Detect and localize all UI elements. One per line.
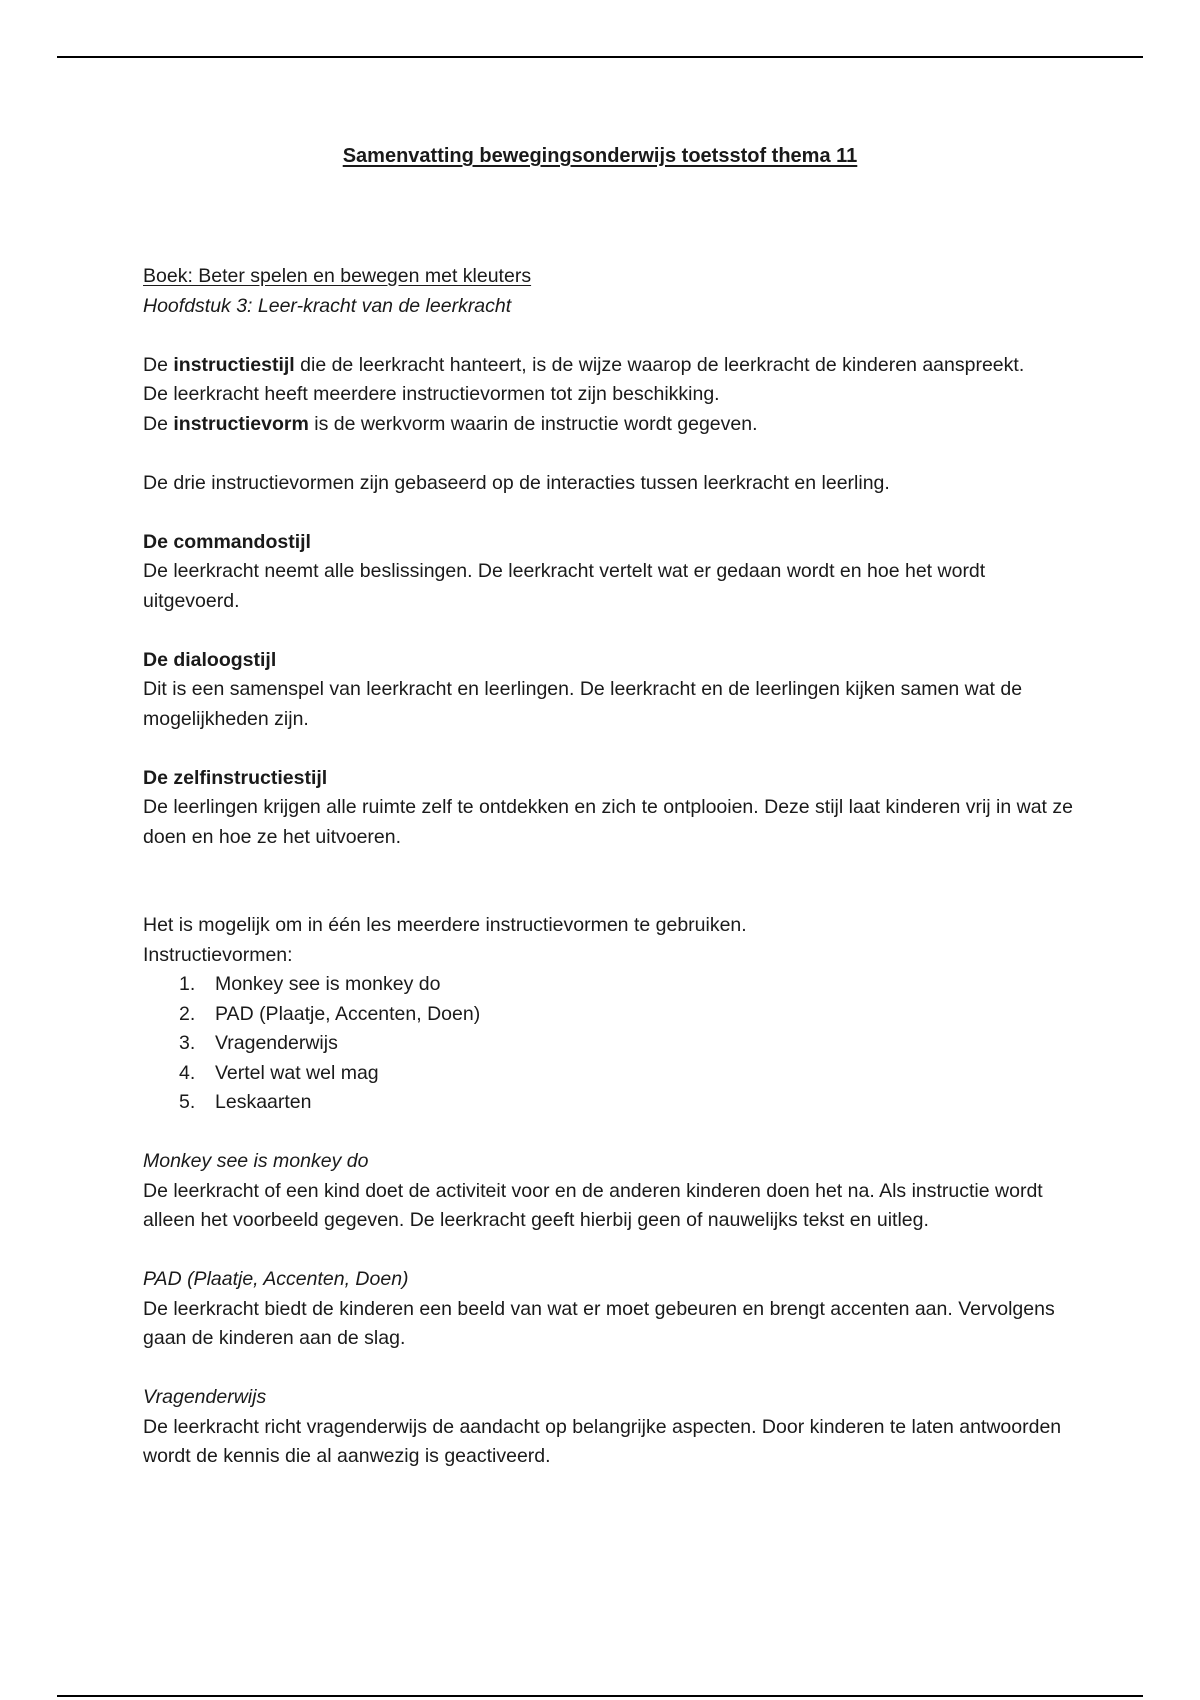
book-label: Boek: Beter spelen en bewegen met kleuters bbox=[143, 265, 532, 287]
bottom-rule bbox=[57, 1695, 1143, 1697]
list-item: 1. Monkey see is monkey do bbox=[179, 973, 441, 995]
three-forms-paragraph: De drie instructievormen zijn gebaseerd op de interacties tussen leerkracht en leerling. bbox=[143, 471, 890, 494]
form-text-monkey: De leerkracht of een kind doet de activiteit voor en de anderen kinderen doen het na. Als instructie wordt alleen het voorbeeld gegeven. De leerkracht geeft hierbij geen of nauwelijks tekst en uitleg. bbox=[143, 1179, 1043, 1231]
intro-paragraph-2: De leerkracht heeft meerdere instructievormen tot zijn beschikking. bbox=[143, 383, 720, 405]
form-heading-pad: PAD (Plaatje, Accenten, Doen) bbox=[143, 1268, 409, 1290]
top-rule bbox=[57, 56, 1143, 58]
style-heading-dialoogstijl: De dialoogstijl bbox=[143, 648, 277, 671]
chapter-label: Hoofdstuk 3: Leer-kracht van de leerkracht bbox=[143, 294, 512, 317]
form-heading-monkey: Monkey see is monkey do bbox=[143, 1150, 369, 1172]
list-item: 3. Vragenderwijs bbox=[179, 1032, 338, 1054]
style-heading-zelfinstructiestijl: De zelfinstructiestijl bbox=[143, 766, 328, 789]
forms-label: Instructievormen: bbox=[143, 943, 293, 966]
style-text-dialoogstijl: Dit is een samenspel van leerkracht en leerlingen. De leerkracht en de leerlingen kijken samen wat de mogelijkheden zijn. bbox=[143, 678, 1023, 730]
list-item: 5. Leskaarten bbox=[179, 1091, 312, 1113]
form-text-vragenderwijs: De leerkracht richt vragenderwijs de aandacht op belangrijke aspecten. Door kinderen te laten antwoorden wordt de kennis die al aanwezig is geactiveerd. bbox=[143, 1415, 1062, 1467]
intro-paragraph-3: De instructievorm is de werkvorm waarin de instructie wordt gegeven. bbox=[143, 412, 758, 435]
instruction-forms-list bbox=[143, 970, 1073, 1118]
term-instructiestijl: instructiestijl bbox=[173, 353, 295, 376]
list-item: 4. Vertel wat wel mag bbox=[179, 1061, 379, 1084]
form-heading-vragenderwijs: Vragenderwijs bbox=[143, 1386, 267, 1408]
form-text-pad: De leerkracht biedt de kinderen een beeld van wat er moet gebeuren en brengt accenten aan. Vervolgens gaan de kinderen aan de slag. bbox=[143, 1297, 1055, 1349]
style-text-zelfinstructiestijl: De leerlingen krijgen alle ruimte zelf te ontdekken en zich te ontplooien. Deze stijl laat kinderen vrij in wat ze doen en hoe ze het uitvoeren. bbox=[143, 796, 1073, 848]
multi-forms-paragraph: Het is mogelijk om in één les meerdere instructievormen te gebruiken. bbox=[143, 914, 747, 936]
list-item: 2. PAD (Plaatje, Accenten, Doen) bbox=[179, 1002, 481, 1025]
document-body bbox=[143, 262, 1073, 1472]
document-title: Samenvatting bewegingsonderwijs toetsstof thema 11 bbox=[342, 145, 858, 167]
style-text-commandostijl: De leerkracht neemt alle beslissingen. De leerkracht vertelt wat er gedaan wordt en hoe het wordt uitgevoerd. bbox=[143, 560, 986, 612]
term-instructievorm: instructievorm bbox=[173, 412, 309, 435]
intro-paragraph-1: De instructiestijl die de leerkracht hanteert, is de wijze waarop de leerkracht de kinderen aanspreekt. bbox=[143, 353, 1025, 376]
style-heading-commandostijl: De commandostijl bbox=[143, 530, 311, 553]
